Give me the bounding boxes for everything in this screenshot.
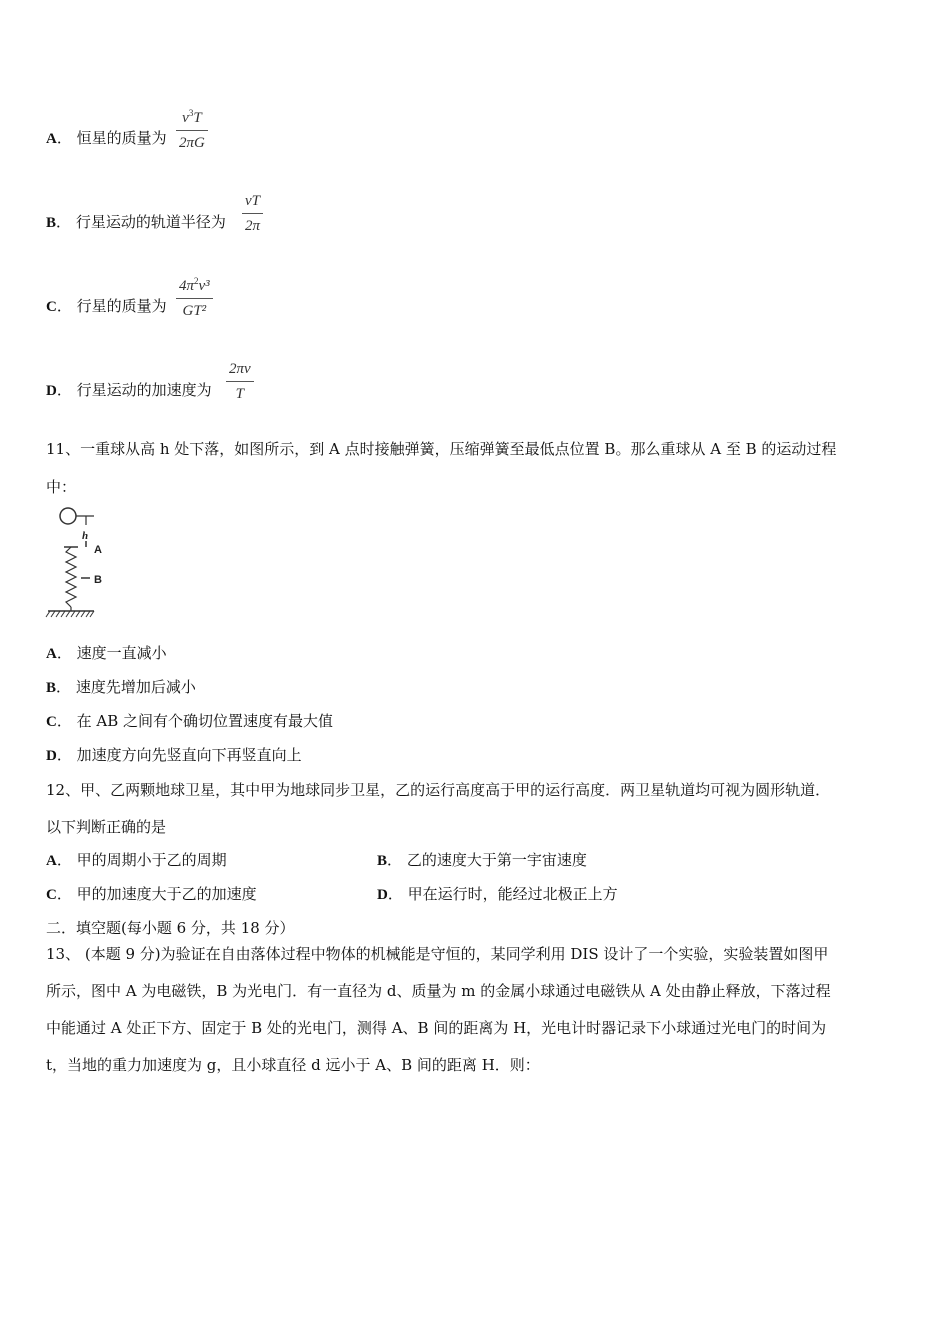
formula-radius: vT 2π: [242, 187, 263, 235]
q13-stem-line3: 中能通过 A 处正下方、固定于 B 处的光电门，测得 A、B 间的距离为 H，光电计时器记录下小球通过光电门的时间为: [46, 1019, 827, 1037]
q12-option-c: C． 甲的加速度大于乙的加速度: [46, 885, 257, 903]
q13-stem-line4: t，当地的重力加速度为 g，且小球直径 d 远小于 A、B 间的距离 H．则：: [46, 1056, 540, 1074]
option-text: 速度先增加后减小: [75, 678, 196, 696]
option-text: 速度一直减小: [76, 644, 167, 662]
option-text: 乙的速度大于第一宇宙速度: [406, 851, 587, 869]
q12-option-a: A． 甲的周期小于乙的周期: [46, 851, 227, 869]
q12-stem-line1: 12、甲、乙两颗地球卫星，其中甲为地球同步卫星，乙的运行高度高于甲的运行高度．两卫星轨道均可视为圆形轨道．: [46, 781, 831, 799]
spring-ball-figure: [44, 503, 110, 623]
option-text: 行星运动的加速度为: [76, 381, 212, 399]
q10-option-b: B． 行星运动的轨道半径为: [46, 213, 226, 231]
option-text: 甲的周期小于乙的周期: [76, 851, 227, 869]
option-text: 行星运动的轨道半径为: [75, 213, 226, 231]
q11-stem-line1: 11、一重球从高 h 处下落，如图所示，到 A 点时接触弹簧，压缩弹簧至最低点位置 B。那么重球从 A 至 B 的运动过程: [46, 440, 837, 458]
q10-option-a: A． 恒星的质量为: [46, 129, 167, 147]
label-h: h: [82, 530, 89, 542]
spring-icon: [66, 547, 76, 607]
q11-stem-line2: 中：: [46, 478, 77, 496]
q12-option-d: D． 甲在运行时，能经过北极正上方: [377, 885, 618, 903]
formula-mass-planet: $4\pi^2v^3$ GT²: [176, 272, 213, 320]
option-text: 甲在运行时，能经过北极正上方: [407, 885, 618, 903]
option-text: 行星的质量为: [76, 297, 167, 315]
formula-acceleration: 2πv T: [226, 355, 254, 403]
formula-mass-star: $v^3T$ 2πG: [176, 104, 208, 152]
q13-stem-line1: 13、 (本题 9 分)为验证在自由落体过程中物体的机械能是守恒的，某同学利用 DIS 设计了一个实验，实验装置如图甲: [46, 945, 829, 963]
q11-option-c: C． 在 AB 之间有个确切位置速度有最大值: [46, 712, 334, 730]
label-a: A: [94, 544, 102, 556]
option-text: 在 AB 之间有个确切位置速度有最大值: [76, 712, 334, 730]
option-text: 甲的加速度大于乙的加速度: [76, 885, 257, 903]
q11-option-a: A． 速度一直减小: [46, 644, 167, 662]
q10-option-c: C． 行星的质量为: [46, 297, 167, 315]
q12-option-b: B． 乙的速度大于第一宇宙速度: [377, 851, 587, 869]
q13-stem-line2: 所示，图中 A 为电磁铁，B 为光电门．有一直径为 d、质量为 m 的金属小球通过电磁铁从 A 处由静止释放，下落过程: [46, 982, 831, 1000]
section-heading: 二．填空题(每小题 6 分，共 18 分）: [46, 919, 295, 937]
option-text: 加速度方向先竖直向下再竖直向上: [76, 746, 302, 764]
ground-hatch-icon: [46, 611, 94, 617]
ball-icon: [60, 508, 76, 524]
label-b: B: [94, 574, 102, 586]
option-text: 恒星的质量为: [76, 129, 167, 147]
q11-option-d: D． 加速度方向先竖直向下再竖直向上: [46, 746, 302, 764]
q11-option-b: B． 速度先增加后减小: [46, 678, 196, 696]
q12-stem-line2: 以下判断正确的是: [46, 818, 167, 836]
q10-option-d: D． 行星运动的加速度为: [46, 381, 212, 399]
